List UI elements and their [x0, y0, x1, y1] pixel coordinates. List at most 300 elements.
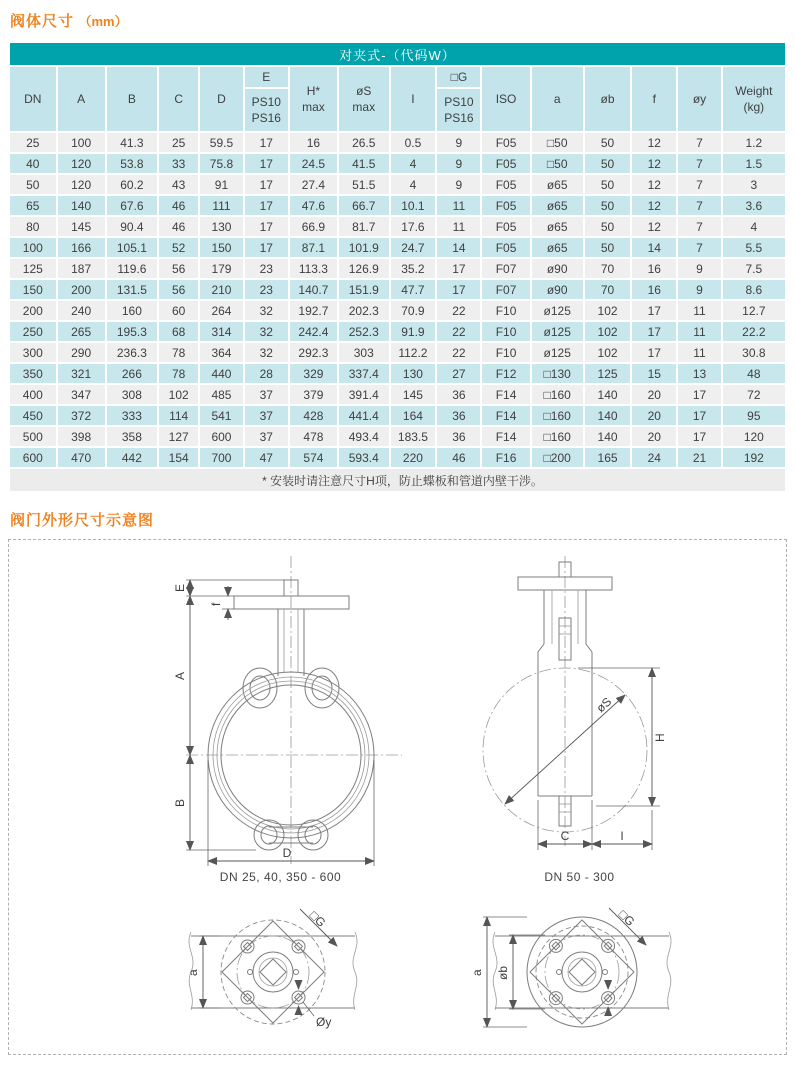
table-cell: 95 [722, 405, 786, 426]
table-cell: 66.9 [289, 216, 338, 237]
table-cell: 24 [631, 447, 677, 468]
table-cell: 264 [199, 300, 243, 321]
table-cell: 3 [722, 174, 786, 195]
table-row [9, 216, 786, 237]
table-cell: 314 [199, 321, 243, 342]
table-cell: 72 [722, 384, 786, 405]
table-cell: 66.7 [338, 195, 390, 216]
table-cell: 37 [244, 384, 289, 405]
table-cell: 220 [390, 447, 437, 468]
dimension-table-body [9, 132, 786, 468]
table-cell: 17 [677, 384, 721, 405]
table-cell: F05 [481, 132, 530, 153]
col-header-a2: a [531, 66, 584, 132]
table-cell: 333 [106, 405, 158, 426]
table-cell: 200 [9, 300, 57, 321]
table-row [9, 300, 786, 321]
table-cell: 40 [9, 153, 57, 174]
table-cell: 52 [158, 237, 199, 258]
col-header-smax: øS max [338, 66, 390, 132]
col-header-g: □G [436, 66, 481, 88]
table-cell: 290 [57, 342, 106, 363]
table-cell: 183.5 [390, 426, 437, 447]
dim-label-a-right: a [469, 969, 484, 976]
table-cell: 130 [390, 363, 437, 384]
table-cell: 22 [436, 342, 481, 363]
table-cell: 7 [677, 132, 721, 153]
table-row [9, 132, 786, 153]
table-cell: 125 [584, 363, 632, 384]
table-cell: 250 [9, 321, 57, 342]
table-row [9, 321, 786, 342]
table-cell: 13 [677, 363, 721, 384]
table-cell: □160 [531, 405, 584, 426]
table-cell: 50 [584, 174, 632, 195]
table-cell: 166 [57, 237, 106, 258]
table-cell: 78 [158, 363, 199, 384]
table-cell: 130 [199, 216, 243, 237]
butterfly-valve-side-view-drawing [460, 550, 700, 868]
table-cell: 541 [199, 405, 243, 426]
table-cell: 17 [631, 300, 677, 321]
table-cell: 46 [158, 216, 199, 237]
table-cell: 70.9 [390, 300, 437, 321]
table-cell: 11 [677, 300, 721, 321]
table-cell: 36 [436, 405, 481, 426]
table-cell: 485 [199, 384, 243, 405]
table-cell: ø125 [531, 321, 584, 342]
col-header-e: E [244, 66, 289, 88]
table-cell: F10 [481, 321, 530, 342]
dim-label-oS: øS [592, 694, 614, 716]
table-row [9, 279, 786, 300]
table-cell: 14 [631, 237, 677, 258]
col-header-dn: DN [9, 66, 57, 132]
table-cell: 50 [584, 237, 632, 258]
table-cell: ø65 [531, 174, 584, 195]
dim-label-B: B [172, 798, 187, 807]
table-cell: 23 [244, 279, 289, 300]
table-cell: 12.7 [722, 300, 786, 321]
dim-label-G-left: □G [306, 908, 329, 930]
table-cell: 17 [631, 342, 677, 363]
table-cell: 47.7 [390, 279, 437, 300]
table-cell: 12 [631, 153, 677, 174]
diagram-flange-square [151, 890, 401, 1055]
outline-diagram-box [8, 539, 787, 1055]
table-row [9, 258, 786, 279]
table-cell: 145 [57, 216, 106, 237]
table-cell: 125 [9, 258, 57, 279]
col-header-ob: øb [584, 66, 632, 132]
table-cell: 240 [57, 300, 106, 321]
table-cell: 17 [244, 153, 289, 174]
table-cell: 50 [584, 195, 632, 216]
table-cell: 0.5 [390, 132, 437, 153]
table-cell: 50 [584, 132, 632, 153]
table-cell: 100 [57, 132, 106, 153]
table-cell: ø90 [531, 258, 584, 279]
table-cell: 91 [199, 174, 243, 195]
table-cell: 372 [57, 405, 106, 426]
table-cell: □50 [531, 132, 584, 153]
table-cell: 35.2 [390, 258, 437, 279]
table-band-title: 对夹式-（代码W） [9, 42, 786, 66]
table-row [9, 447, 786, 468]
table-cell: 7 [677, 237, 721, 258]
diagram-flange-round [455, 890, 705, 1055]
table-cell: ø125 [531, 300, 584, 321]
table-cell: F16 [481, 447, 530, 468]
table-cell: 67.6 [106, 195, 158, 216]
table-cell: 17.6 [390, 216, 437, 237]
diagram-row-top [9, 550, 786, 884]
table-cell: 28 [244, 363, 289, 384]
table-band-row [9, 42, 786, 66]
table-cell: 119.6 [106, 258, 158, 279]
table-cell: F12 [481, 363, 530, 384]
table-cell: 22.2 [722, 321, 786, 342]
col-header-e-ps: PS10 PS16 [244, 88, 289, 132]
table-cell: 24.7 [390, 237, 437, 258]
table-cell: 20 [631, 405, 677, 426]
table-cell: 102 [584, 342, 632, 363]
table-cell: 90.4 [106, 216, 158, 237]
table-cell: 56 [158, 258, 199, 279]
table-cell: 7.5 [722, 258, 786, 279]
table-cell: 187 [57, 258, 106, 279]
table-footnote: * 安装时请注意尺寸H项，防止蝶板和管道内壁干涉。 [9, 468, 786, 492]
table-cell: 17 [677, 426, 721, 447]
table-row [9, 363, 786, 384]
table-cell: 440 [199, 363, 243, 384]
table-cell: 65 [9, 195, 57, 216]
table-cell: 391.4 [338, 384, 390, 405]
table-cell: 14 [436, 237, 481, 258]
table-cell: 81.7 [338, 216, 390, 237]
table-cell: 127 [158, 426, 199, 447]
table-cell: 50 [584, 216, 632, 237]
diagram-row-bottom [9, 890, 786, 1055]
table-cell: 154 [158, 447, 199, 468]
table-cell: 26.5 [338, 132, 390, 153]
table-cell: 265 [57, 321, 106, 342]
table-cell: 17 [244, 174, 289, 195]
table-cell: 9 [436, 174, 481, 195]
col-header-g-ps: PS10 PS16 [436, 88, 481, 132]
table-cell: 102 [158, 384, 199, 405]
table-cell: 210 [199, 279, 243, 300]
table-cell: 303 [338, 342, 390, 363]
table-cell: 292.3 [289, 342, 338, 363]
table-cell: 91.9 [390, 321, 437, 342]
table-cell: ø65 [531, 216, 584, 237]
table-cell: 700 [199, 447, 243, 468]
col-header-i: I [390, 66, 437, 132]
table-cell: 48 [722, 363, 786, 384]
table-cell: 398 [57, 426, 106, 447]
table-cell: 150 [9, 279, 57, 300]
table-cell: 252.3 [338, 321, 390, 342]
table-cell: ø90 [531, 279, 584, 300]
table-cell: 140 [57, 195, 106, 216]
table-cell: 32 [244, 300, 289, 321]
table-cell: 36 [436, 384, 481, 405]
table-cell: 80 [9, 216, 57, 237]
dim-label-E: E [172, 583, 187, 592]
table-cell: 43 [158, 174, 199, 195]
col-header-hmax: H* max [289, 66, 338, 132]
table-cell: 47.6 [289, 195, 338, 216]
table-cell: 37 [244, 426, 289, 447]
diagram-side-view [460, 550, 700, 884]
table-cell: 8.6 [722, 279, 786, 300]
table-cell: 120 [57, 153, 106, 174]
table-row [9, 195, 786, 216]
table-cell: 17 [631, 321, 677, 342]
table-cell: 16 [631, 258, 677, 279]
table-cell: 102 [584, 321, 632, 342]
table-cell: 11 [677, 342, 721, 363]
table-cell: 11 [436, 216, 481, 237]
table-cell: 15 [631, 363, 677, 384]
butterfly-valve-front-view-drawing [156, 550, 406, 868]
table-cell: 113.3 [289, 258, 338, 279]
table-cell: 22 [436, 300, 481, 321]
table-cell: 593.4 [338, 447, 390, 468]
table-cell: 165 [584, 447, 632, 468]
table-cell: 41.3 [106, 132, 158, 153]
table-cell: 192 [722, 447, 786, 468]
table-cell: 358 [106, 426, 158, 447]
dim-label-a-left: a [185, 969, 200, 976]
table-cell: 24.5 [289, 153, 338, 174]
table-cell: 102 [584, 300, 632, 321]
table-cell: F05 [481, 174, 530, 195]
table-row [9, 342, 786, 363]
table-row [9, 384, 786, 405]
table-cell: 12 [631, 174, 677, 195]
table-cell: 70 [584, 258, 632, 279]
table-cell: 140 [584, 426, 632, 447]
table-cell: 126.9 [338, 258, 390, 279]
table-cell: F05 [481, 237, 530, 258]
table-cell: 16 [631, 279, 677, 300]
dim-label-D: D [282, 846, 291, 860]
table-cell: 120 [722, 426, 786, 447]
table-cell: ø65 [531, 195, 584, 216]
table-cell: 53.8 [106, 153, 158, 174]
table-row [9, 405, 786, 426]
table-cell: 25 [158, 132, 199, 153]
table-cell: 600 [9, 447, 57, 468]
table-footnote-row [9, 468, 786, 492]
table-cell: 151.9 [338, 279, 390, 300]
table-cell: 70 [584, 279, 632, 300]
table-cell: 428 [289, 405, 338, 426]
table-cell: 50 [584, 153, 632, 174]
table-cell: 347 [57, 384, 106, 405]
table-row [9, 237, 786, 258]
table-cell: 46 [436, 447, 481, 468]
table-cell: 41.5 [338, 153, 390, 174]
table-cell: 75.8 [199, 153, 243, 174]
table-cell: 493.4 [338, 426, 390, 447]
table-cell: 51.5 [338, 174, 390, 195]
table-cell: 78 [158, 342, 199, 363]
table-cell: 574 [289, 447, 338, 468]
table-cell: 1.5 [722, 153, 786, 174]
table-cell: 308 [106, 384, 158, 405]
table-cell: 23 [244, 258, 289, 279]
table-cell: 30.8 [722, 342, 786, 363]
table-cell: 4 [722, 216, 786, 237]
col-header-iso: ISO [481, 66, 530, 132]
table-cell: 17 [436, 258, 481, 279]
table-cell: 450 [9, 405, 57, 426]
diagram-caption-side: DN 50 - 300 [544, 870, 615, 884]
diagram-caption-front: DN 25, 40, 350 - 600 [219, 870, 342, 884]
table-cell: 9 [677, 258, 721, 279]
table-cell: 114 [158, 405, 199, 426]
table-cell: 87.1 [289, 237, 338, 258]
table-cell: 36 [436, 426, 481, 447]
table-cell: 25 [9, 132, 57, 153]
table-cell: 105.1 [106, 237, 158, 258]
table-cell: 17 [244, 195, 289, 216]
table-cell: 329 [289, 363, 338, 384]
table-cell: 12 [631, 216, 677, 237]
table-cell: 192.7 [289, 300, 338, 321]
table-cell: 400 [9, 384, 57, 405]
table-cell: 32 [244, 342, 289, 363]
table-cell: 200 [57, 279, 106, 300]
table-cell: 17 [677, 405, 721, 426]
table-cell: 56 [158, 279, 199, 300]
table-cell: 7 [677, 195, 721, 216]
col-header-a: A [57, 66, 106, 132]
table-cell: 600 [199, 426, 243, 447]
col-header-d: D [199, 66, 243, 132]
table-cell: 442 [106, 447, 158, 468]
table-cell: 470 [57, 447, 106, 468]
table-cell: 9 [436, 153, 481, 174]
table-cell: F14 [481, 405, 530, 426]
table-cell: 32 [244, 321, 289, 342]
table-cell: 441.4 [338, 405, 390, 426]
table-cell: 4 [390, 174, 437, 195]
table-cell: 60.2 [106, 174, 158, 195]
table-cell: F05 [481, 195, 530, 216]
table-cell: □130 [531, 363, 584, 384]
table-cell: 27.4 [289, 174, 338, 195]
diagram-front-view [156, 550, 406, 884]
table-cell: 46 [158, 195, 199, 216]
table-cell: 37 [244, 405, 289, 426]
col-header-oy: øy [677, 66, 721, 132]
table-cell: 202.3 [338, 300, 390, 321]
section-title-body-dimensions [10, 10, 787, 31]
table-cell: 140 [584, 384, 632, 405]
table-cell: 17 [244, 132, 289, 153]
table-cell: 164 [390, 405, 437, 426]
table-cell: 300 [9, 342, 57, 363]
table-cell: 11 [677, 321, 721, 342]
page-title-unit: （mm） [78, 14, 128, 29]
col-header-weight: Weight (kg) [722, 66, 786, 132]
dim-label-A: A [172, 671, 187, 680]
table-cell: F14 [481, 426, 530, 447]
table-cell: 50 [9, 174, 57, 195]
table-row [9, 174, 786, 195]
table-cell: 16 [289, 132, 338, 153]
table-cell: 17 [244, 216, 289, 237]
table-cell: 27 [436, 363, 481, 384]
dim-label-f: f [208, 602, 223, 606]
table-cell: 10.1 [390, 195, 437, 216]
table-cell: 101.9 [338, 237, 390, 258]
mounting-pad-square-drawing [151, 890, 401, 1055]
table-cell: 17 [436, 279, 481, 300]
table-cell: 195.3 [106, 321, 158, 342]
table-cell: 47 [244, 447, 289, 468]
table-cell: 145 [390, 384, 437, 405]
table-cell: F05 [481, 216, 530, 237]
table-cell: 140 [584, 405, 632, 426]
table-cell: 4 [390, 153, 437, 174]
table-cell: 140.7 [289, 279, 338, 300]
col-header-c: C [158, 66, 199, 132]
col-header-b: B [106, 66, 158, 132]
table-cell: □160 [531, 426, 584, 447]
table-cell: 12 [631, 132, 677, 153]
table-cell: 7 [677, 216, 721, 237]
table-cell: 131.5 [106, 279, 158, 300]
table-cell: □50 [531, 153, 584, 174]
table-cell: F05 [481, 153, 530, 174]
table-cell: 20 [631, 384, 677, 405]
table-cell: 22 [436, 321, 481, 342]
table-cell: 100 [9, 237, 57, 258]
table-cell: 236.3 [106, 342, 158, 363]
table-cell: 3.6 [722, 195, 786, 216]
table-cell: F07 [481, 258, 530, 279]
table-cell: 68 [158, 321, 199, 342]
table-cell: ø125 [531, 342, 584, 363]
table-cell: 20 [631, 426, 677, 447]
dim-label-I: I [619, 829, 624, 843]
table-cell: 59.5 [199, 132, 243, 153]
table-cell: 111 [199, 195, 243, 216]
col-header-f: f [631, 66, 677, 132]
table-cell: 17 [244, 237, 289, 258]
page-title: 阀体尺寸 [10, 13, 75, 30]
table-cell: 5.5 [722, 237, 786, 258]
table-row [9, 426, 786, 447]
mounting-pad-round-drawing [455, 890, 705, 1055]
table-cell: 242.4 [289, 321, 338, 342]
table-cell: 321 [57, 363, 106, 384]
table-cell: 150 [199, 237, 243, 258]
table-cell: 500 [9, 426, 57, 447]
table-cell: ø65 [531, 237, 584, 258]
section-title-outline-diagram: 阀门外形尺寸示意图 [10, 512, 155, 529]
table-cell: 12 [631, 195, 677, 216]
table-cell: 112.2 [390, 342, 437, 363]
table-cell: 379 [289, 384, 338, 405]
dim-label-G-right: □G [615, 907, 638, 929]
table-row [9, 153, 786, 174]
